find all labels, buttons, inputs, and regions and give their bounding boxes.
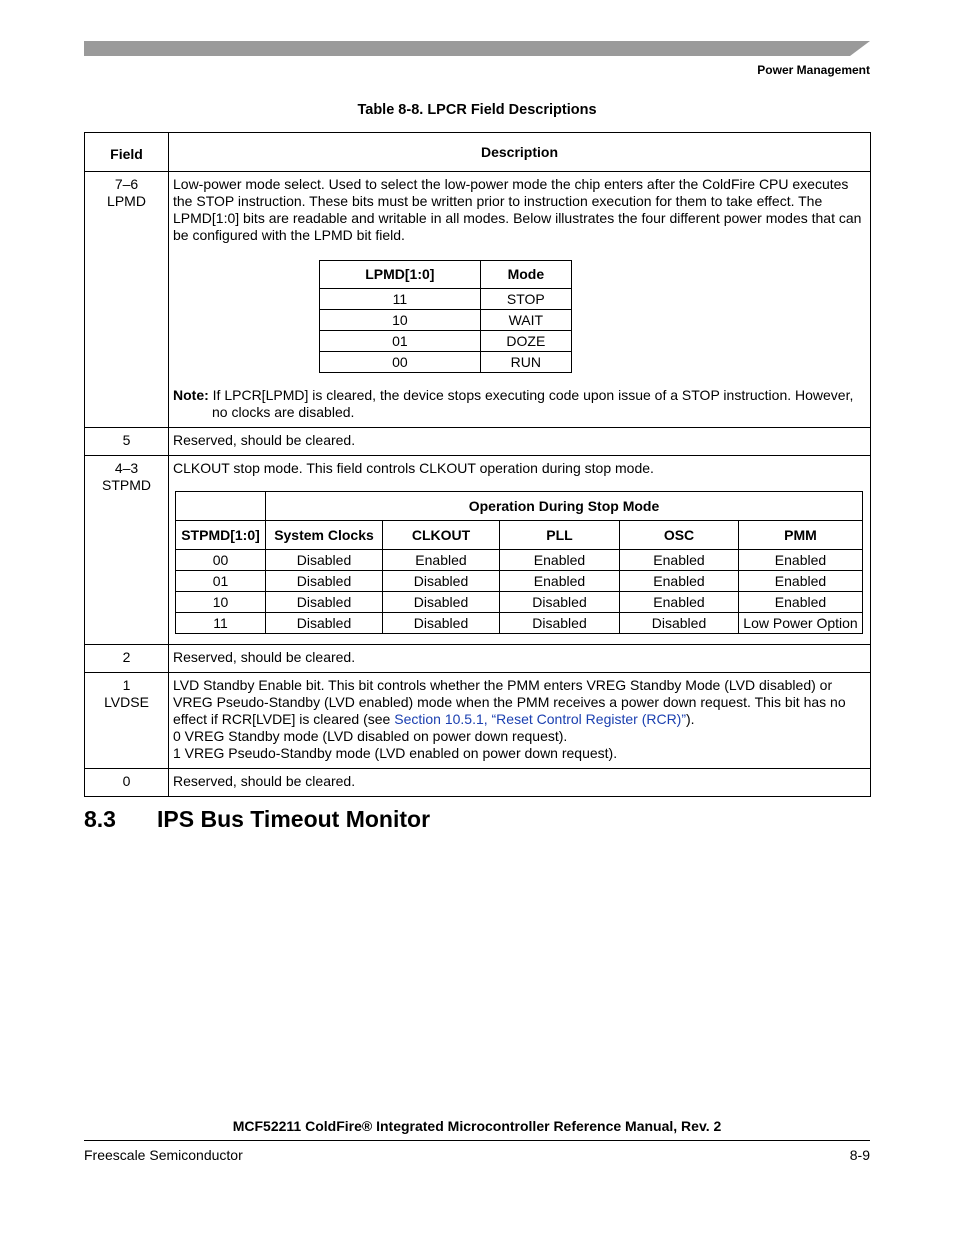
table-cell: Enabled [739, 592, 863, 613]
field-bits: 7–6 [114, 176, 139, 192]
description-part-b: ). [686, 711, 695, 727]
table-row-bit2 [85, 645, 871, 673]
description-cell [169, 172, 871, 428]
table-cell: Disabled [500, 592, 620, 613]
mode-cell: STOP [480, 289, 571, 310]
table-row [176, 592, 863, 613]
lpmd-header-bits: LPMD[1:0] [320, 261, 481, 289]
option-1: 1 VREG Pseudo-Standby mode (LVD enabled on power down request). [173, 745, 618, 761]
table-row-stpmd [85, 456, 871, 645]
rcr-section-link[interactable]: Section 10.5.1, “Reset Control Register (RCR)” [394, 711, 687, 727]
footer-divider [84, 1140, 870, 1141]
table-row [320, 310, 572, 331]
col-header: STPMD[1:0] [176, 521, 266, 550]
field-bits: 0 [85, 769, 169, 797]
table-cell: Enabled [383, 550, 500, 571]
table-cell: Enabled [620, 571, 739, 592]
table-cell: Enabled [500, 571, 620, 592]
table-row-lpmd [85, 172, 871, 428]
section-title: IPS Bus Timeout Monitor [157, 806, 431, 832]
description-text: Reserved, should be cleared. [169, 428, 871, 456]
col-header: PMM [739, 521, 863, 550]
note [173, 387, 866, 421]
table-cell: Disabled [266, 592, 383, 613]
note-text: If LPCR[LPMD] is cleared, the device stops executing code upon issue of a STOP instruction. However, no clocks are disabled. [212, 387, 854, 420]
table-cell: Enabled [500, 550, 620, 571]
table-cell: Enabled [739, 571, 863, 592]
section-number: 8.3 [84, 806, 116, 832]
table-cell: Enabled [620, 592, 739, 613]
table-cell: 00 [176, 550, 266, 571]
description-text [173, 677, 866, 728]
table-cell: Disabled [383, 571, 500, 592]
field-cell [85, 456, 169, 645]
table-caption: Table 8-8. LPCR Field Descriptions [357, 102, 597, 118]
table-row-bit0 [85, 769, 871, 797]
col-header: OSC [620, 521, 739, 550]
header-bar [84, 41, 870, 56]
col-header-description: Description [169, 133, 871, 172]
table-cell: 01 [176, 571, 266, 592]
table-cell: 11 [176, 613, 266, 634]
field-bits: 2 [85, 645, 169, 673]
table-row [320, 352, 572, 373]
table-cell: Disabled [266, 550, 383, 571]
mode-cell: DOZE [480, 331, 571, 352]
field-cell [85, 673, 169, 769]
table-row-lvdse [85, 673, 871, 769]
table-cell: Disabled [500, 613, 620, 634]
table-row-bit5 [85, 428, 871, 456]
col-header: CLKOUT [383, 521, 500, 550]
footer-company: Freescale Semiconductor [84, 1147, 243, 1163]
stpmd-operation-table [175, 491, 863, 634]
description-cell [169, 456, 871, 645]
description-text: Reserved, should be cleared. [169, 769, 871, 797]
lpcr-field-table [84, 132, 871, 797]
table-cell: Disabled [383, 613, 500, 634]
table-cell: Enabled [739, 550, 863, 571]
table-row [176, 571, 863, 592]
running-head: Power Management [757, 63, 870, 77]
col-header: PLL [500, 521, 620, 550]
col-header: System Clocks [266, 521, 383, 550]
field-name: LVDSE [104, 694, 149, 710]
field-bits: 5 [85, 428, 169, 456]
description-cell [169, 673, 871, 769]
col-header-field: Field [85, 133, 169, 172]
mode-cell: RUN [480, 352, 571, 373]
table-cell: Low Power Option [739, 613, 863, 634]
lpmd-header-mode: Mode [480, 261, 571, 289]
table-cell: Enabled [620, 550, 739, 571]
field-name: STPMD [102, 477, 151, 493]
description-part-a: LVD Standby Enable bit. This bit controls whether the PMM enters VREG Standby Mode (LVD disabled) or VREG Pseudo-Standby (LVD enabled) mode when the PMM receives a power down request. This bit has no effect if RCR[LVDE] is cleared (see [173, 677, 846, 727]
blank-header [176, 492, 266, 521]
table-cell: 10 [176, 592, 266, 613]
table-cell: Disabled [620, 613, 739, 634]
lpmd-mode-table [319, 260, 572, 373]
option-0: 0 VREG Standby mode (LVD disabled on power down request). [173, 728, 568, 744]
field-bits: 1 [122, 677, 131, 693]
section-heading [84, 806, 430, 833]
lpmd-cell: 11 [320, 289, 481, 310]
description-text: Reserved, should be cleared. [169, 645, 871, 673]
footer-title: MCF52211 ColdFire® Integrated Microcontroller Reference Manual, Rev. 2 [232, 1118, 722, 1134]
page-number: 8-9 [849, 1147, 870, 1163]
field-cell [85, 172, 169, 428]
mode-cell: WAIT [480, 310, 571, 331]
table-cell: Disabled [266, 571, 383, 592]
lpmd-cell: 01 [320, 331, 481, 352]
table-cell: Disabled [383, 592, 500, 613]
lpmd-cell: 00 [320, 352, 481, 373]
field-name: LPMD [107, 193, 146, 209]
description-text: CLKOUT stop mode. This field controls CLKOUT operation during stop mode. [173, 460, 654, 476]
table-cell: Disabled [266, 613, 383, 634]
table-row [176, 550, 863, 571]
table-row [176, 613, 863, 634]
field-bits: 4–3 [114, 460, 139, 476]
note-label: Note: [173, 387, 209, 403]
lpmd-cell: 10 [320, 310, 481, 331]
group-header: Operation During Stop Mode [266, 492, 863, 521]
table-header-row [85, 133, 871, 172]
description-text: Low-power mode select. Used to select the low-power mode the chip enters after the ColdFire CPU executes the STOP instruction. These bits must be written prior to instruction execution for them to take effect. The LPMD[1:0] bits are readable and writable in all modes. Below illustrates the four different power modes that can be configured with the LPMD bit field. [173, 176, 862, 243]
table-row [320, 331, 572, 352]
table-row [320, 289, 572, 310]
